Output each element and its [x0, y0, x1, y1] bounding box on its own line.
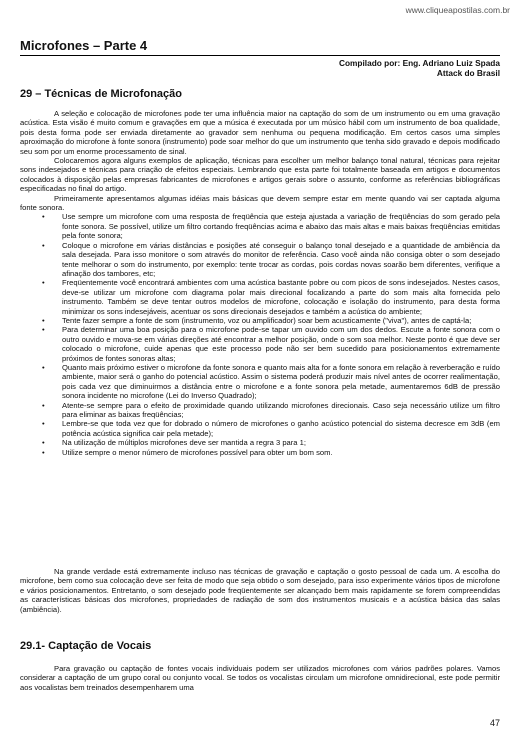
list-item: • Quanto mais próximo estiver o microfone da fonte sonora e quanto mais alta for a fonte sonora em relação à reverberação e ruído ambiente, maior será o ganho do potencial acústico. Assim o sistema poderá produzir mais nível antes de ocorrer realimentação, pois cada vez que diminuirmos a distância entre o microfone e a fonte sonora pela metade, aumentaremos 6dB de pressão sonora incidente no microfone (Lei do Inverso Quadrado); — [20, 363, 500, 401]
credits — [339, 58, 500, 78]
list-item: • Coloque o microfone em várias distâncias e posições até conseguir o balanço tonal desejado e a quantidade de ambiência da sala desejada. Para isso monitore o som através do monitor de referência. Caso você ainda não consiga obter o som desejado tente melhorar o som do instrumento, por exemplo: tente trocar as cordas, pois cordas novas soarão bem diferentes, verifique a afinação dos tambores, etc; — [20, 241, 500, 279]
paragraph: Colocaremos agora alguns exemplos de aplicação, técnicas para escolher um melhor balanço tonal natural, técnicas para rejeitar sons indesejados e técnicas para criação de efeitos especiais. Lembrando que esta parte foi totalmente baseada em artigos e documentos colocados à disposição pelas empresas fabricantes de microfones e artigos gerais sobre o assunto, conforme as referências bibliográficas especificadas no final do artigo. — [20, 156, 500, 194]
list-item: • Atente-se sempre para o efeito de proximidade quando utilizando microfones direcionais. Caso seja necessário utilize um filtro para eliminar as baixas freqüências; — [20, 401, 500, 420]
list-item: • Lembre-se que toda vez que for dobrado o número de microfones o ganho acústico potencial do sistema decresce em 3dB (em potência acústica significa cair pela metade); — [20, 419, 500, 438]
paragraph: A seleção e colocação de microfones pode ter uma influência maior na captação do som de um instrumento ou em uma gravação acústica. Esta visão é muito comum e gravações em que a música é executada por um músico hábil com um instrumento de boa qualidade, pois desta forma pode ser enviada diretamente ao gravador sem nenhuma ou pequena modificação. Em certos casos uma simples aproximação do microfone à fonte sonora (instrumento) pode soar melhor do que um instrumento que tenha sido gravado e depois modificado seu som por um enorme processamento de sinal. — [20, 109, 500, 156]
paragraph: Primeiramente apresentamos algumas idéias mais básicas que devem sempre estar em mente quando vai ser captada alguma fonte sonora. — [20, 193, 500, 213]
section-body — [20, 109, 500, 457]
page-number: 47 — [489, 718, 500, 728]
list-item: • Freqüentemente você encontrará ambientes com uma acústica bastante pobre ou com picos de sons indesejados. Nestes casos, deve-se utilizar um microfone com diagrama polar mais direcional focalizando a parte do som mais alta fornecida pelo instrumento. Também se deve tentar outros modelos de microfone, colocação e isolação do instrumento, para desta forma minimizar os sons indesejáveis, acentuar os sons direcionais desejados e também a acústica do ambiente; — [20, 278, 500, 316]
list-item: • Para determinar uma boa posição para o microfone pode-se tapar um ouvido com um dos dedos. Escute a fonte sonora com o outro ouvido e mova-se em várias direções até encontrar a melhor posição, onde o som soa melhor. Neste ponto é que deve ser colocado o microfone, cuide apenas que este processo pode não ser bem sucedido para posicionamentos extremamente próximos de fontes sonoras altas; — [20, 325, 500, 363]
document-title: Microfones – Parte 4 — [20, 38, 148, 53]
site-url[interactable]: www.cliqueapostilas.com.br — [405, 5, 510, 15]
list-item: • Na utilização de múltiplos microfones deve ser mantida a regra 3 para 1; — [20, 438, 500, 447]
title-rule — [20, 55, 500, 56]
credits-author: Compilado por: Eng. Adriano Luiz Spada — [338, 58, 500, 68]
list-item: • Utilize sempre o menor número de microfones possível para obter um bom som. — [20, 448, 500, 457]
closing-paragraph: Na grande verdade está extremamente incluso nas técnicas de gravação e captação o gosto pessoal de cada um. A escolha do microfone, bem como sua colocação deve ser feita de modo que seja obtido o som desejado, para isso experimente vários tipos de microfone e vários posicionamentos. Entretanto, o som desejado pode freqüentemente ser alcançado bem mais rapidamente se forem compreendidas as características básicas dos microfones, propriedades de radiação de som dos instrumentos musicais e a acústica básica das salas (ambiência). — [20, 567, 500, 614]
credits-company: Attack do Brasil — [436, 68, 500, 78]
list-item: • Tente fazer sempre a fonte de som (instrumento, voz ou amplificador) soar bem acusticamente ("viva"), antes de captá-la; — [20, 316, 500, 325]
subsection-body: Para gravação ou captação de fontes vocais individuais podem ser utilizados microfones com vários padrões polares. Vamos considerar a captação de um grupo coral ou conjunto vocal. Se todos os vocalistas circulam um microfone omnidirecional, este pode permitir aos vocalistas bem treinados desempenharem uma — [20, 664, 500, 692]
tips-list — [20, 212, 500, 457]
section-heading: 29 – Técnicas de Microfonação — [20, 88, 183, 100]
subsection-heading: 29.1- Captação de Vocais — [20, 640, 152, 652]
list-item: • Use sempre um microfone com uma resposta de freqüência que esteja ajustada a variação de freqüências do som gerado pela fonte sonora. Se possível, utilize um filtro cortando freqüências acima e abaixo das mais altas e mais baixas freqüências emitidas pela fonte sonora; — [20, 212, 500, 240]
